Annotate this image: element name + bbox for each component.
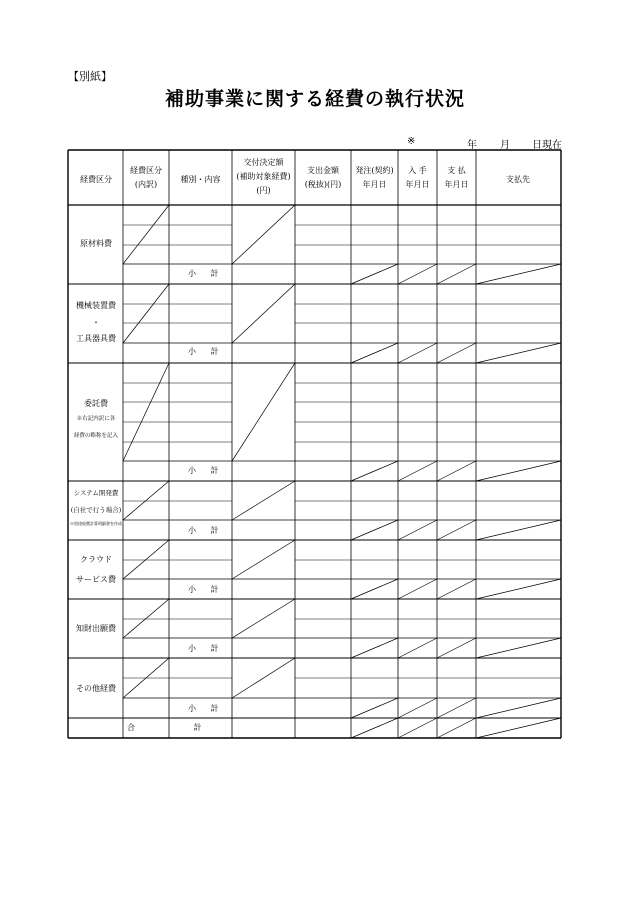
grid-line	[398, 718, 437, 738]
grid-line	[351, 718, 398, 738]
grid-line	[476, 343, 561, 363]
category-materials: 原材料費	[80, 239, 112, 248]
grid-line	[437, 638, 476, 658]
subtotal-label: 小 計	[188, 585, 225, 594]
grid-line	[351, 698, 398, 718]
header-receipt-date: 入 手 年月日	[405, 166, 430, 189]
header-grant: 交付決定額 (補助対象経費) (円)	[236, 158, 291, 195]
grid-line	[437, 264, 476, 284]
category-ip-filing: 知財出願費	[76, 624, 116, 633]
grid-line	[123, 363, 169, 461]
header-breakdown: 経費区分 (内訳)	[130, 166, 162, 189]
grid-line	[476, 461, 561, 481]
grid-line	[123, 205, 169, 264]
grid-line	[476, 718, 561, 738]
grid-line	[398, 461, 437, 481]
asof-month: 月	[500, 140, 510, 151]
grid-line	[123, 599, 169, 638]
subtotal-label: 小 計	[188, 526, 225, 535]
grid-line	[398, 343, 437, 363]
grid-line	[398, 520, 437, 540]
subtotal-label: 小 計	[188, 269, 225, 278]
subtotal-label: 小 計	[188, 466, 225, 475]
grid-line	[351, 579, 398, 599]
grid-line	[351, 264, 398, 284]
grid-line	[123, 284, 169, 343]
grid-line	[351, 343, 398, 363]
grid-line	[351, 638, 398, 658]
grid-line	[476, 638, 561, 658]
grid-line	[351, 461, 398, 481]
page-title: 補助事業に関する経費の執行状況	[164, 88, 465, 110]
grid-line	[398, 264, 437, 284]
grid-line	[232, 481, 295, 520]
grid-line	[232, 363, 295, 461]
category-outsourcing: 委託費 ※右記内訳に各 経費の略称を記入	[73, 399, 118, 439]
grid-line	[476, 579, 561, 599]
asof-year: 年	[467, 140, 477, 151]
header-type: 種別・内容	[180, 175, 221, 184]
grid-line	[437, 461, 476, 481]
grid-line	[351, 520, 398, 540]
subtotal-label: 小 計	[188, 347, 225, 356]
grid-line	[123, 540, 169, 579]
asof-day: 日現在	[532, 140, 562, 151]
grid-line	[232, 658, 295, 698]
grid-line	[437, 520, 476, 540]
grid-line	[437, 698, 476, 718]
grid-line	[476, 264, 561, 284]
total-label: 合 計	[127, 723, 230, 732]
header-category: 経費区分	[80, 175, 112, 184]
subtotal-label: 小 計	[188, 704, 225, 713]
grid-line	[398, 698, 437, 718]
header-payee: 支払先	[506, 175, 530, 184]
grid-line	[476, 698, 561, 718]
grid-line	[437, 718, 476, 738]
asof-mark: ※	[407, 136, 416, 147]
category-machinery: 機械装置費 ・ 工具器具費	[76, 301, 116, 343]
category-cloud-service: クラウド サービス費	[76, 555, 116, 584]
grid-line	[232, 284, 295, 343]
header-paid: 支出金額 (税抜)(円)	[304, 166, 342, 189]
grid-line	[398, 638, 437, 658]
header-payment-date: 支 払 年月日	[444, 166, 469, 189]
grid-line	[437, 579, 476, 599]
grid-line	[476, 520, 561, 540]
grid-line	[398, 579, 437, 599]
grid-line	[232, 205, 295, 264]
grid-line	[437, 343, 476, 363]
subtotal-label: 小 計	[188, 644, 225, 653]
grid-line	[232, 540, 295, 579]
category-system-dev: システム開発費 (自社で行う場合) ※別途経費計算明細書を作成	[70, 489, 122, 526]
header-order-date: 発注(契約) 年月日	[355, 166, 394, 189]
grid-line	[123, 481, 169, 520]
annex-tag: 【別紙】	[68, 70, 112, 83]
grid-line	[232, 599, 295, 638]
category-other: その他経費	[76, 684, 116, 693]
